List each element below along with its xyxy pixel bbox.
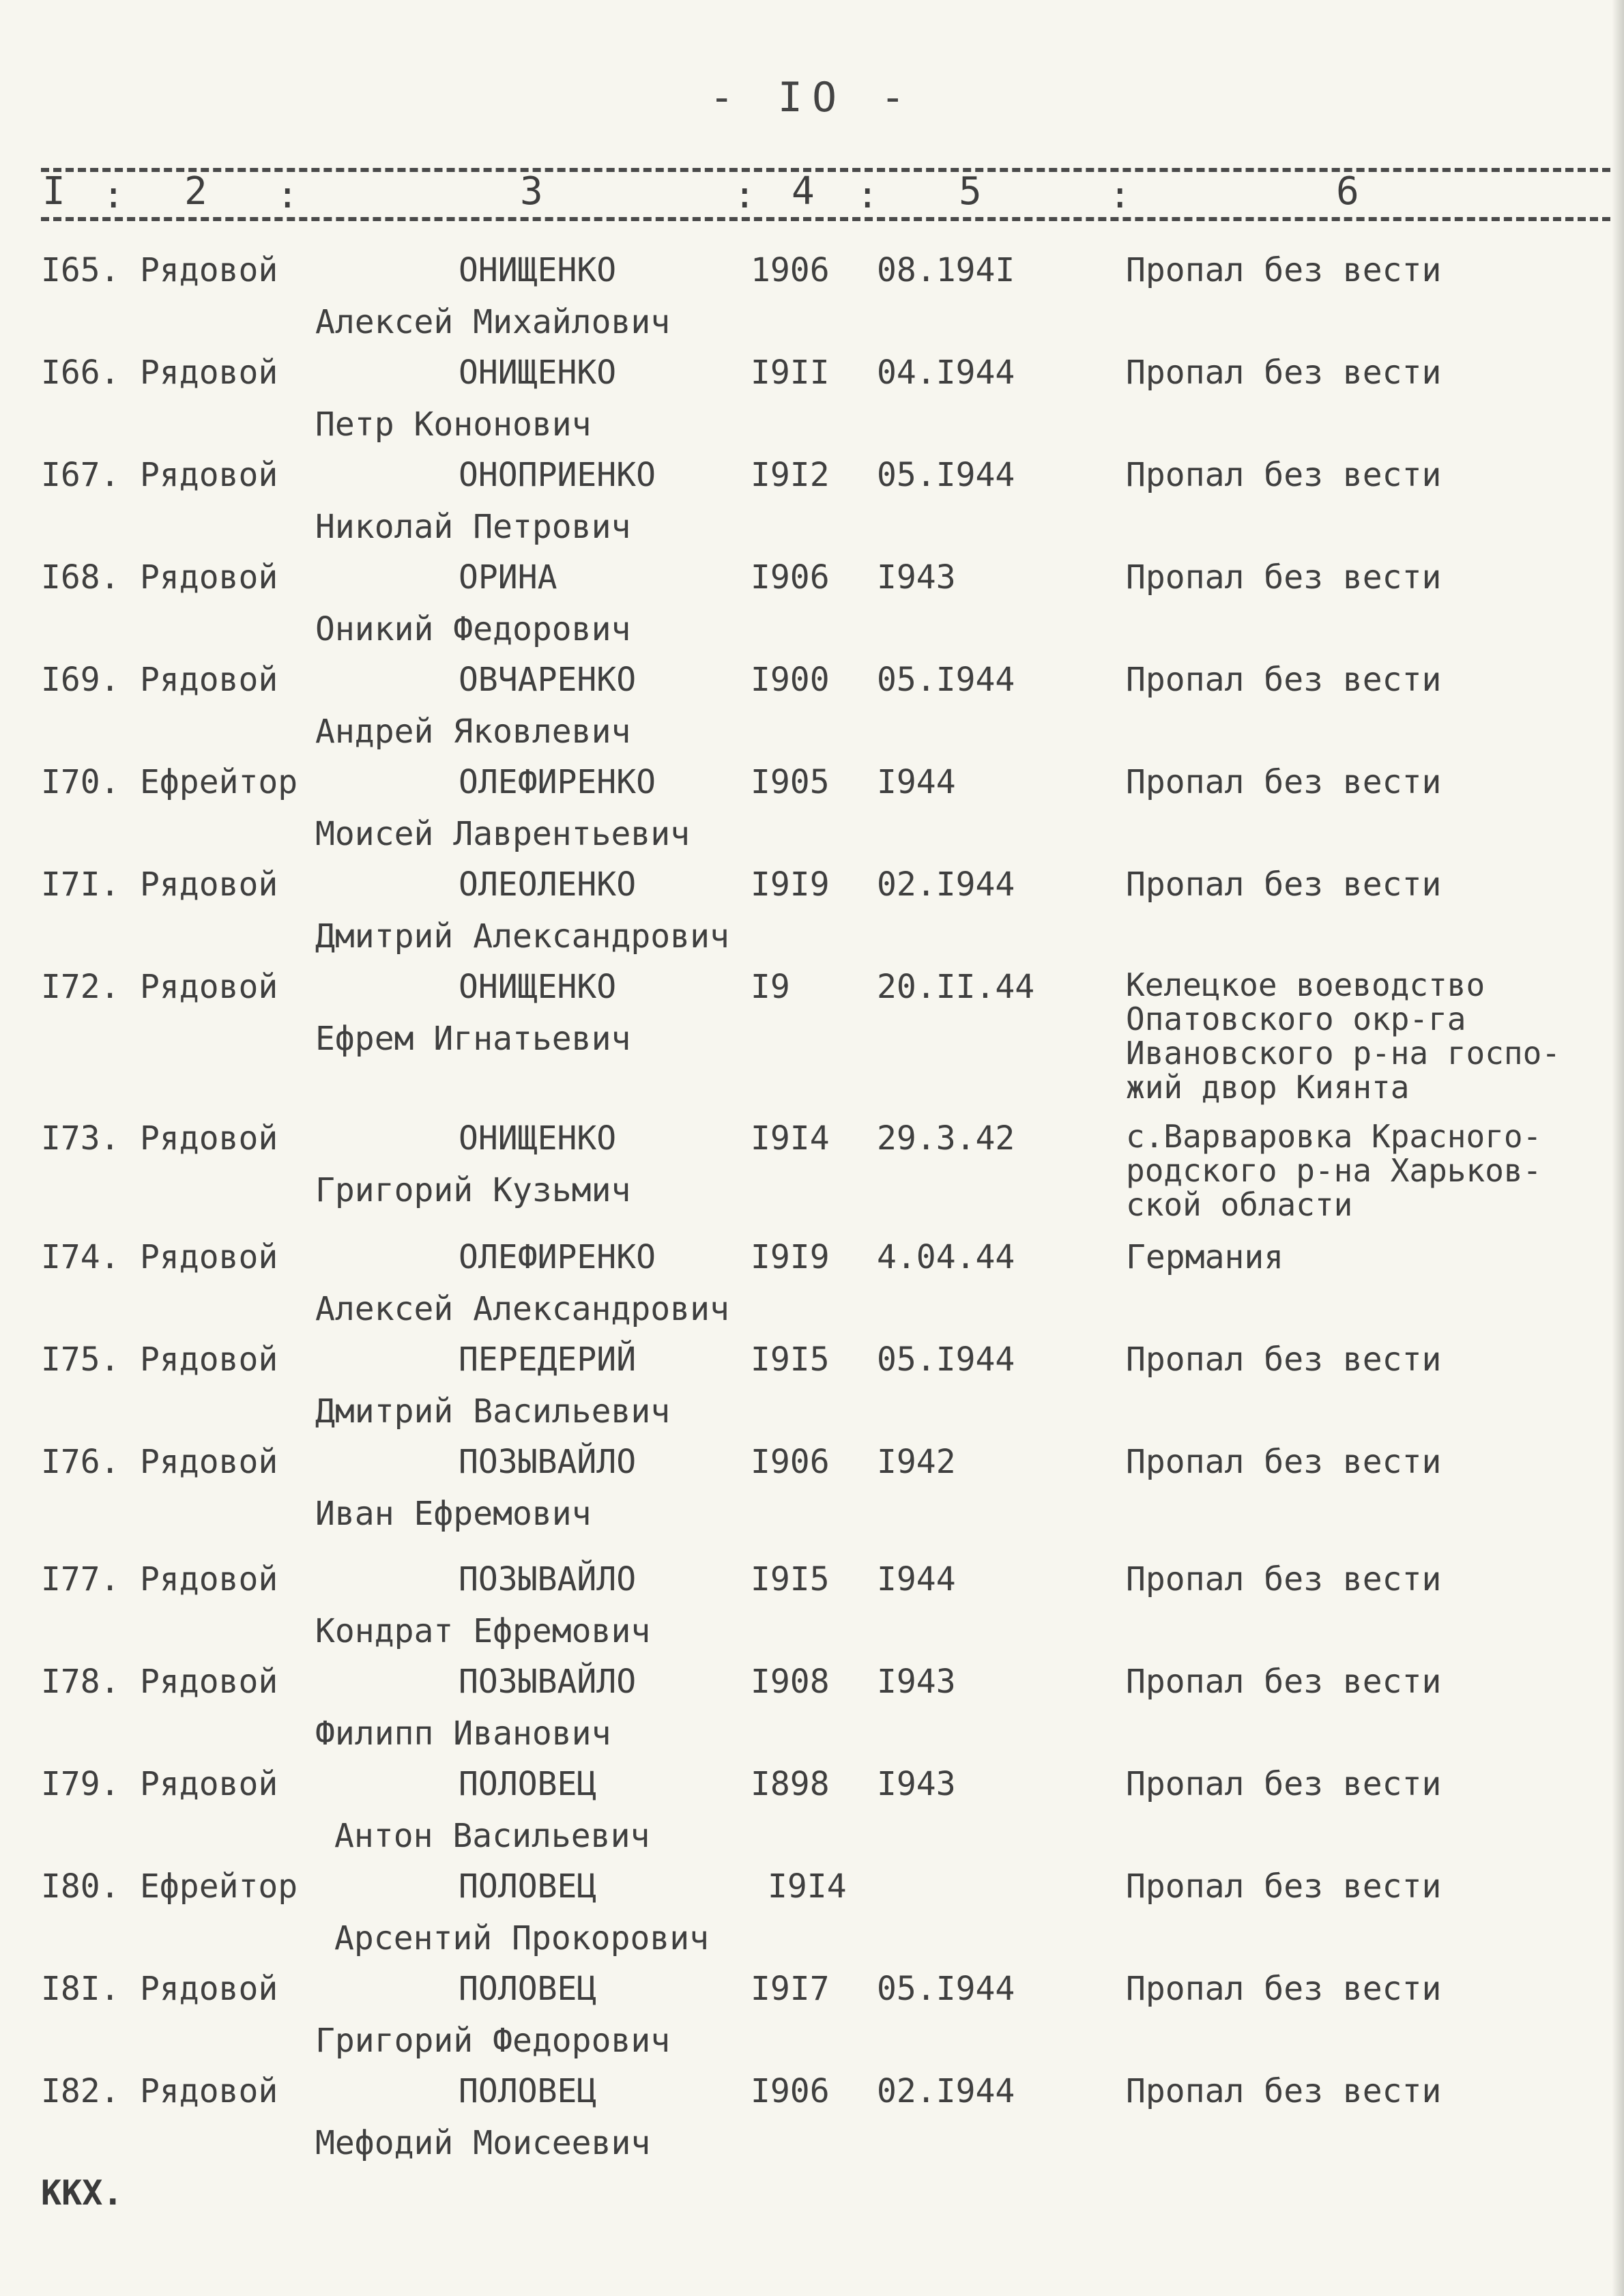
footer-mark: ККХ. [41, 2173, 124, 2213]
record-given-name: Николай Петрович [315, 508, 631, 546]
record-row [0, 354, 1624, 456]
record-number: I68. [41, 558, 120, 597]
page-number: - IO - [709, 74, 915, 121]
record-given-name: Ефрем Игнатьевич [315, 1020, 631, 1058]
record-birth-year: I9 [751, 968, 790, 1006]
record-fate: с.Варваровка Красного- родского р-на Харьков- ской области [1126, 1118, 1542, 1223]
record-number: I75. [41, 1340, 120, 1379]
record-date: 05.I944 [877, 1340, 1015, 1379]
record-row [0, 558, 1624, 661]
record-fate: Пропал без вести [1126, 558, 1442, 597]
record-number: I82. [41, 2072, 120, 2110]
record-rank: Рядовой [140, 865, 278, 904]
record-birth-year: I9I4 [751, 1119, 830, 1158]
record-rank: Рядовой [140, 558, 278, 597]
record-surname: ПЕРЕДЕРИЙ [459, 1340, 637, 1379]
record-rank: Рядовой [140, 1765, 278, 1803]
record-date: 05.I944 [877, 456, 1015, 494]
record-given-name: Арсентий Прокорович [334, 1919, 710, 1957]
record-row [0, 1560, 1624, 1663]
record-row [0, 1663, 1624, 1765]
record-given-name: Григорий Федорович [315, 2022, 671, 2060]
record-rank: Рядовой [140, 661, 278, 699]
record-date: 02.I944 [877, 865, 1015, 904]
record-given-name: Григорий Кузьмич [315, 1171, 631, 1209]
record-surname: ОНОПРИЕНКО [459, 456, 656, 494]
record-given-name: Антон Васильевич [334, 1817, 650, 1855]
record-row [0, 661, 1624, 763]
record-number: I74. [41, 1238, 120, 1276]
column-header-2: 2 [184, 169, 207, 214]
column-separator: : [276, 173, 299, 216]
record-fate: Пропал без вести [1126, 251, 1442, 289]
record-birth-year: I906 [751, 558, 830, 597]
record-fate: Пропал без вести [1126, 2072, 1442, 2110]
record-date: 4.04.44 [877, 1238, 1015, 1276]
column-header-5: 5 [959, 169, 982, 214]
record-number: I72. [41, 968, 120, 1006]
record-number: I69. [41, 661, 120, 699]
record-given-name: Иван Ефремович [315, 1495, 592, 1533]
record-date: 20.II.44 [877, 968, 1035, 1006]
record-surname: ОРИНА [459, 558, 557, 597]
record-given-name: Петр Кононович [315, 405, 592, 444]
record-surname: ОВЧАРЕНКО [459, 661, 637, 699]
record-rank: Рядовой [140, 1560, 278, 1598]
record-surname: ОЛЕОЛЕНКО [459, 865, 637, 904]
record-birth-year: I908 [751, 1663, 830, 1701]
record-fate: Пропал без вести [1126, 1970, 1442, 2008]
record-surname: ПОЛОВЕЦ [459, 1970, 597, 2008]
record-birth-year: I9I5 [751, 1560, 830, 1598]
record-fate: Пропал без вести [1126, 1443, 1442, 1481]
record-number: I78. [41, 1663, 120, 1701]
record-birth-year: I9I9 [751, 865, 830, 904]
record-row [0, 968, 1624, 1118]
record-birth-year: I9II [751, 354, 830, 392]
record-row [0, 1340, 1624, 1443]
record-rank: Рядовой [140, 1443, 278, 1481]
record-given-name: Филипп Иванович [315, 1714, 611, 1753]
record-row [0, 1867, 1624, 1970]
record-row [0, 763, 1624, 865]
record-surname: ПОЗЫВАЙЛО [459, 1443, 637, 1481]
record-rank: Рядовой [140, 1119, 278, 1158]
record-fate: Келецкое воеводство Опатовского окр-га Ивановского р-на госпо- жий двор Киянта [1126, 966, 1561, 1106]
record-number: I80. [41, 1867, 120, 1906]
record-surname: ОЛЕФИРЕНКО [459, 763, 656, 801]
record-number: I67. [41, 456, 120, 494]
record-rank: Рядовой [140, 968, 278, 1006]
record-number: I7I. [41, 865, 120, 904]
record-rank: Рядовой [140, 251, 278, 289]
record-number: I8I. [41, 1970, 120, 2008]
column-separator: : [102, 173, 125, 216]
header-dash-line-top [41, 168, 1610, 172]
record-fate: Германия [1126, 1238, 1284, 1276]
record-surname: ПОЗЫВАЙЛО [459, 1663, 637, 1701]
record-date: 05.I944 [877, 661, 1015, 699]
record-birth-year: I9I2 [751, 456, 830, 494]
record-birth-year: I898 [751, 1765, 830, 1803]
record-date: 02.I944 [877, 2072, 1015, 2110]
column-header-4: 4 [792, 169, 815, 214]
record-given-name: Мефодий Моисеевич [315, 2124, 651, 2162]
record-row [0, 865, 1624, 968]
record-row [0, 251, 1624, 354]
record-row [0, 1970, 1624, 2072]
record-birth-year: I9I9 [751, 1238, 830, 1276]
record-fate: Пропал без вести [1126, 456, 1442, 494]
record-date: I943 [877, 1765, 956, 1803]
record-row [0, 1443, 1624, 1545]
record-surname: ОНИЩЕНКО [459, 1119, 617, 1158]
record-given-name: Кондрат Ефремович [315, 1612, 651, 1650]
record-number: I76. [41, 1443, 120, 1481]
record-number: I79. [41, 1765, 120, 1803]
record-birth-year: I906 [751, 2072, 830, 2110]
record-fate: Пропал без вести [1126, 763, 1442, 801]
record-given-name: Андрей Яковлевич [315, 713, 631, 751]
record-rank: Рядовой [140, 1663, 278, 1701]
record-date: I943 [877, 1663, 956, 1701]
record-fate: Пропал без вести [1126, 661, 1442, 699]
record-row [0, 1119, 1624, 1235]
record-given-name: Дмитрий Александрович [315, 917, 729, 956]
record-rank: Ефрейтор [140, 763, 298, 801]
record-date: 29.3.42 [877, 1119, 1015, 1158]
record-surname: ПОЛОВЕЦ [459, 1867, 597, 1906]
record-date: I943 [877, 558, 956, 597]
record-date: I944 [877, 763, 956, 801]
column-header-1: I [42, 169, 66, 214]
record-date: 05.I944 [877, 1970, 1015, 2008]
record-given-name: Оникий Федорович [315, 610, 631, 648]
record-row [0, 2072, 1624, 2175]
record-birth-year: I906 [751, 1443, 830, 1481]
column-separator: : [856, 173, 879, 216]
record-rank: Рядовой [140, 2072, 278, 2110]
record-rank: Рядовой [140, 354, 278, 392]
record-rank: Рядовой [140, 1238, 278, 1276]
column-header-3: 3 [520, 169, 543, 214]
record-given-name: Дмитрий Васильевич [315, 1392, 671, 1431]
record-rank: Рядовой [140, 1970, 278, 2008]
record-surname: ПОЗЫВАЙЛО [459, 1560, 637, 1598]
record-date: 08.194I [877, 251, 1015, 289]
record-rank: Рядовой [140, 456, 278, 494]
record-given-name: Алексей Александрович [315, 1290, 729, 1328]
record-date: 04.I944 [877, 354, 1015, 392]
record-surname: ОНИЩЕНКО [459, 251, 617, 289]
header-dash-line-bottom [41, 217, 1610, 221]
record-fate: Пропал без вести [1126, 1663, 1442, 1701]
record-row [0, 456, 1624, 558]
record-surname: ОНИЩЕНКО [459, 968, 617, 1006]
record-date: I944 [877, 1560, 956, 1598]
column-separator: : [734, 173, 756, 216]
record-number: I73. [41, 1119, 120, 1158]
column-header-6: 6 [1336, 169, 1359, 214]
record-surname: ОНИЩЕНКО [459, 354, 617, 392]
record-number: I65. [41, 251, 120, 289]
record-number: I66. [41, 354, 120, 392]
record-fate: Пропал без вести [1126, 1867, 1442, 1906]
record-given-name: Моисей Лаврентьевич [315, 815, 691, 853]
record-birth-year: I9I5 [751, 1340, 830, 1379]
record-number: I77. [41, 1560, 120, 1598]
record-surname: ОЛЕФИРЕНКО [459, 1238, 656, 1276]
record-birth-year: I9I7 [751, 1970, 830, 2008]
record-fate: Пропал без вести [1126, 354, 1442, 392]
record-fate: Пропал без вести [1126, 1765, 1442, 1803]
record-rank: Рядовой [140, 1340, 278, 1379]
record-row [0, 1238, 1624, 1340]
record-surname: ПОЛОВЕЦ [459, 2072, 597, 2110]
record-birth-year: I905 [751, 763, 830, 801]
record-fate: Пропал без вести [1126, 1340, 1442, 1379]
record-surname: ПОЛОВЕЦ [459, 1765, 597, 1803]
record-number: I70. [41, 763, 120, 801]
record-fate: Пропал без вести [1126, 865, 1442, 904]
record-given-name: Алексей Михайлович [315, 303, 671, 341]
record-birth-year: I900 [751, 661, 830, 699]
record-birth-year: 1906 [751, 251, 830, 289]
record-birth-year: I9I4 [768, 1867, 847, 1906]
record-fate: Пропал без вести [1126, 1560, 1442, 1598]
record-date: I942 [877, 1443, 956, 1481]
record-rank: Ефрейтор [140, 1867, 298, 1906]
record-row [0, 1765, 1624, 1867]
column-separator: : [1109, 173, 1131, 216]
